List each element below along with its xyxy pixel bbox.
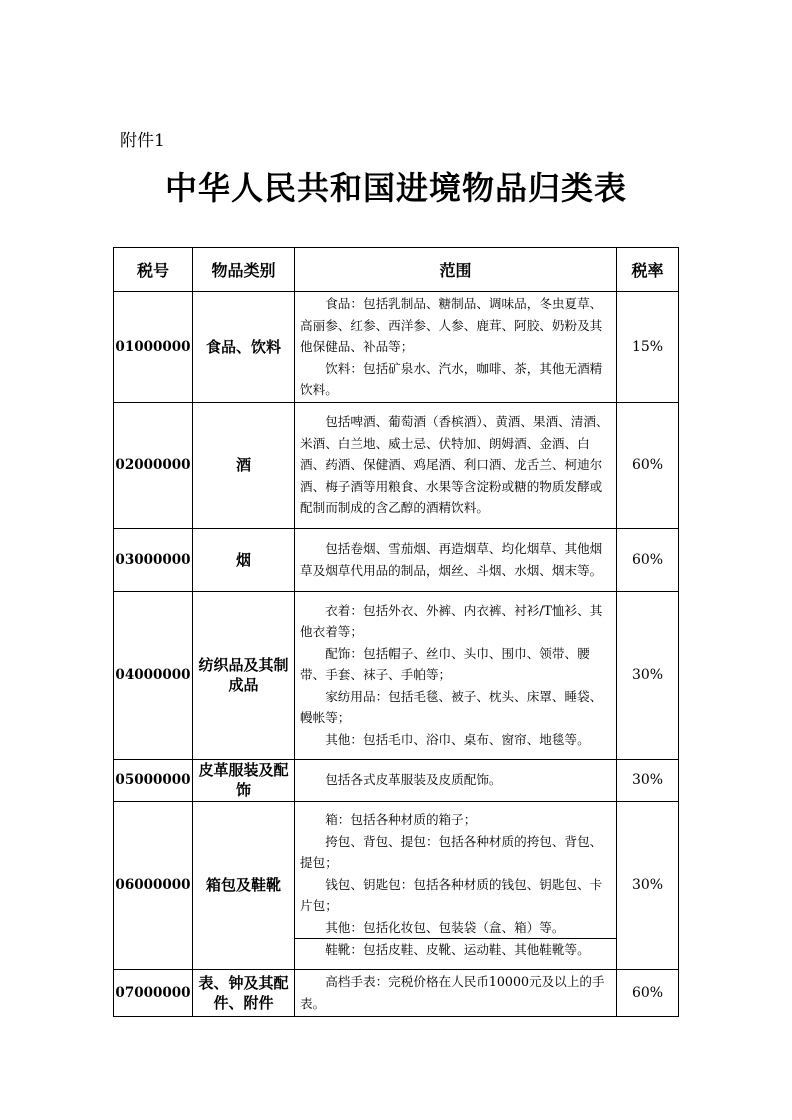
header-code: 税号 — [114, 248, 193, 292]
scope-line: 饮料：包括矿泉水、汽水，咖啡、茶，其他无酒精饮料。 — [300, 360, 603, 397]
row-scope — [295, 292, 617, 403]
classification-table — [113, 247, 679, 1017]
row-rate: 30% — [617, 801, 679, 969]
row-category: 酒 — [193, 402, 295, 528]
header-scope: 范围 — [295, 248, 617, 292]
table-row — [114, 402, 679, 528]
header-category: 物品类别 — [193, 248, 295, 292]
scope-line: 包括卷烟、雪茄烟、再造烟草、均化烟草、其他烟草及烟草代用品的制品，烟丝、斗烟、水烟、烟末等。 — [300, 541, 603, 578]
row-category: 烟 — [193, 528, 295, 591]
row-code: 07000000 — [114, 969, 193, 1016]
row-scope — [295, 969, 617, 1016]
scope-line: 其他：包括毛巾、浴巾、桌布、窗帘、地毯等。 — [325, 731, 590, 747]
scope-line: 家纺用品：包括毛毯、被子、枕头、床罩、睡袋、幔帐等； — [300, 688, 603, 726]
row-scope — [295, 801, 617, 969]
row-code: 06000000 — [114, 801, 193, 969]
scope-line: 箱：包括各种材质的箱子； — [325, 812, 477, 828]
row-rate: 60% — [617, 402, 679, 528]
table-row — [114, 591, 679, 759]
scope-line: 高档手表：完税价格在人民币10000元及以上的手表。 — [300, 974, 605, 1011]
row-category: 皮革服装及配饰 — [193, 759, 295, 801]
table-row — [114, 292, 679, 403]
table-row — [114, 528, 679, 591]
page-title: 中华人民共和国进境物品归类表 — [164, 169, 627, 207]
table-row — [114, 969, 679, 1016]
scope-line: 其他：包括化妆包、包装袋（盒、箱）等。 — [325, 919, 565, 935]
header-rate: 税率 — [617, 248, 679, 292]
row-rate: 30% — [617, 591, 679, 759]
scope-line: 包括各式皮革服装及皮质配饰。 — [325, 772, 502, 788]
row-scope — [295, 591, 617, 759]
row-rate: 30% — [617, 759, 679, 801]
attachment-label: 附件1 — [120, 131, 165, 151]
scope-line-footwear: 鞋靴：包括皮鞋、皮靴、运动鞋、其他鞋靴等。 — [295, 938, 616, 961]
table-row — [114, 759, 679, 801]
row-code: 01000000 — [114, 292, 193, 403]
row-scope — [295, 402, 617, 528]
row-category: 纺织品及其制成品 — [193, 591, 295, 759]
row-category: 食品、饮料 — [193, 292, 295, 403]
table-row — [114, 801, 679, 969]
row-rate: 60% — [617, 528, 679, 591]
row-code: 05000000 — [114, 759, 193, 801]
scope-line: 钱包、钥匙包：包括各种材质的钱包、钥匙包、卡片包； — [300, 876, 603, 914]
scope-line: 食品：包括乳制品、糖制品、调味品，冬虫夏草、高丽参、红参、西洋参、人参、鹿茸、阿胶、奶粉及其他保健品、补品等； — [300, 296, 603, 354]
row-rate: 60% — [617, 969, 679, 1016]
scope-line: 包括啤酒、葡萄酒（香槟酒）、黄酒、果酒、清酒、米酒、白兰地、威士忌、伏特加、朗姆酒、金酒、白酒、药酒、保健酒、鸡尾酒、利口酒、龙舌兰、柯迪尔酒、梅子酒等用粮食、水果等含淀粉或糖的物质发酵或配制而制成的含乙醇的酒精饮料。 — [300, 414, 609, 516]
row-code: 02000000 — [114, 402, 193, 528]
row-category: 箱包及鞋靴 — [193, 801, 295, 969]
row-scope — [295, 528, 617, 591]
row-code: 04000000 — [114, 591, 193, 759]
scope-line: 衣着：包括外衣、外裤、内衣裤、衬衫/T恤衫、其他衣着等； — [300, 602, 603, 640]
scope-line: 挎包、背包、提包：包括各种材质的挎包、背包、提包； — [300, 833, 603, 871]
row-scope — [295, 759, 617, 801]
row-code: 03000000 — [114, 528, 193, 591]
scope-line: 配饰：包括帽子、丝巾、头巾、围巾、领带、腰带、手套、袜子、手帕等； — [300, 645, 590, 683]
table-header-row — [114, 248, 679, 292]
row-rate: 15% — [617, 292, 679, 403]
row-category: 表、钟及其配件、附件 — [193, 969, 295, 1016]
